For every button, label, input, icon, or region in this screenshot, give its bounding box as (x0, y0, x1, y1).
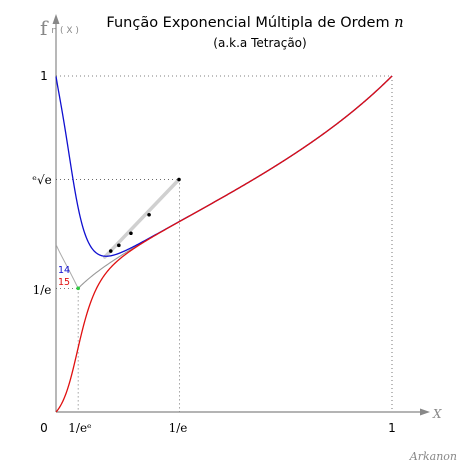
legend-15: 15 (58, 277, 71, 288)
x-tick-1-over-e: 1/e (168, 421, 188, 435)
credit-signature: Arkanon (409, 450, 457, 463)
y-axis-label: f n ( X ) (40, 16, 79, 40)
y-axis-arrow (53, 14, 60, 24)
limit-curve (78, 76, 392, 288)
iteration-point-0 (177, 178, 181, 182)
chart-title: Função Exponencial Múltipla de Ordem n (106, 15, 404, 31)
green-point (76, 287, 80, 291)
x-axis-arrow (420, 409, 430, 416)
guide-lines (56, 76, 392, 412)
chart-title-var: n (394, 15, 404, 31)
chart-subtitle: (a.k.a Tetração) (213, 36, 307, 50)
chart-marks (56, 76, 392, 412)
x-tick-1: 1 (388, 421, 396, 435)
series-n-14 (56, 76, 392, 256)
iteration-point-3 (117, 244, 121, 248)
origin-label: 0 (40, 421, 48, 435)
series-n-15 (56, 76, 392, 412)
y-tick-1: 1 (40, 69, 48, 83)
y-tick-e-root-e: ᵉ√e (32, 173, 52, 187)
iteration-point-4 (109, 249, 113, 253)
x-tick-1-over-e-e: 1/eᵉ (68, 421, 92, 435)
legend-14: 14 (58, 265, 71, 276)
x-axis-label: X (433, 407, 442, 421)
iteration-band (105, 179, 179, 257)
y-tick-1-over-e: 1/e (32, 283, 52, 297)
iteration-point-1 (147, 213, 151, 217)
iteration-point-2 (129, 231, 133, 235)
